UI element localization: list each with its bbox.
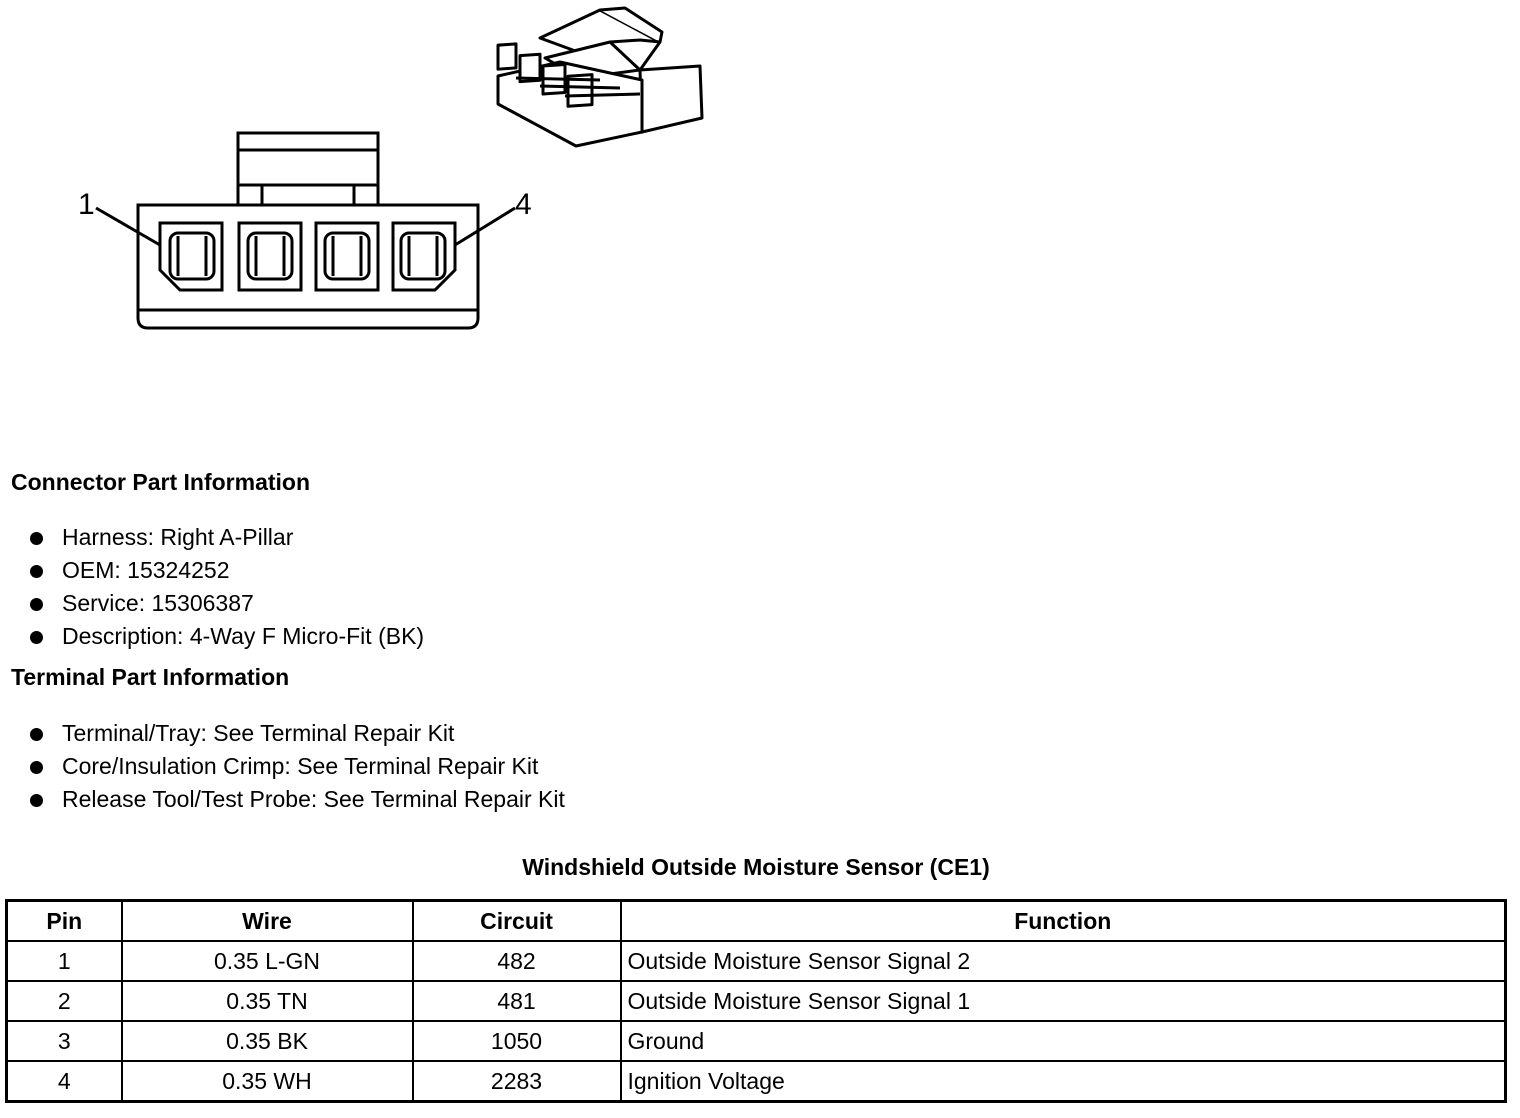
table-row [7,981,1506,1021]
cell-function: Ignition Voltage [621,1061,1506,1102]
cell-circuit: 2283 [413,1061,621,1102]
cell-circuit: 481 [413,981,621,1021]
table-row [7,1061,1506,1102]
cell-wire: 0.35 WH [122,1061,413,1102]
table-title: Windshield Outside Moisture Sensor (CE1) [522,854,990,880]
cell-function: Outside Moisture Sensor Signal 1 [621,981,1506,1021]
cell-circuit: 482 [413,941,621,981]
cell-pin: 1 [7,941,122,981]
connector-info-list [28,521,424,653]
terminal-info-heading: Terminal Part Information [11,664,290,690]
bullet-icon [30,598,43,611]
connector-diagram [0,0,1520,420]
bullet-icon [30,794,43,807]
bullet-icon [30,565,43,578]
list-item: OEM: 15324252 [28,554,424,587]
cell-function: Ground [621,1021,1506,1061]
list-item: Core/Insulation Crimp: See Terminal Repair Kit [28,750,565,783]
list-item: Description: 4-Way F Micro-Fit (BK) [28,620,424,653]
cell-pin: 4 [7,1061,122,1102]
pin-4-label: 4 [515,188,532,221]
cell-wire: 0.35 TN [122,981,413,1021]
table-row [7,1021,1506,1061]
bullet-icon [30,631,43,644]
column-header-pin: Pin [7,901,122,942]
column-header-circuit: Circuit [413,901,621,942]
list-item: Harness: Right A-Pillar [28,521,424,554]
column-header-wire: Wire [122,901,413,942]
bullet-icon [30,728,43,741]
list-item: Release Tool/Test Probe: See Terminal Repair Kit [28,783,565,816]
pinout-table [5,899,1507,1103]
connector-face-view [96,133,515,328]
table-header-row [7,901,1506,942]
bullet-icon [30,761,43,774]
table-row [7,941,1506,981]
cell-pin: 2 [7,981,122,1021]
list-item: Terminal/Tray: See Terminal Repair Kit [28,717,565,750]
cell-circuit: 1050 [413,1021,621,1061]
column-header-function: Function [621,901,1506,942]
cell-wire: 0.35 L-GN [122,941,413,981]
terminal-info-list [28,717,565,816]
bullet-icon [30,532,43,545]
list-item: Service: 15306387 [28,587,424,620]
cell-pin: 3 [7,1021,122,1061]
connector-isometric-illustration [498,8,702,146]
cell-function: Outside Moisture Sensor Signal 2 [621,941,1506,981]
pin-1-label: 1 [78,188,95,221]
connector-info-heading: Connector Part Information [11,469,311,495]
cell-wire: 0.35 BK [122,1021,413,1061]
